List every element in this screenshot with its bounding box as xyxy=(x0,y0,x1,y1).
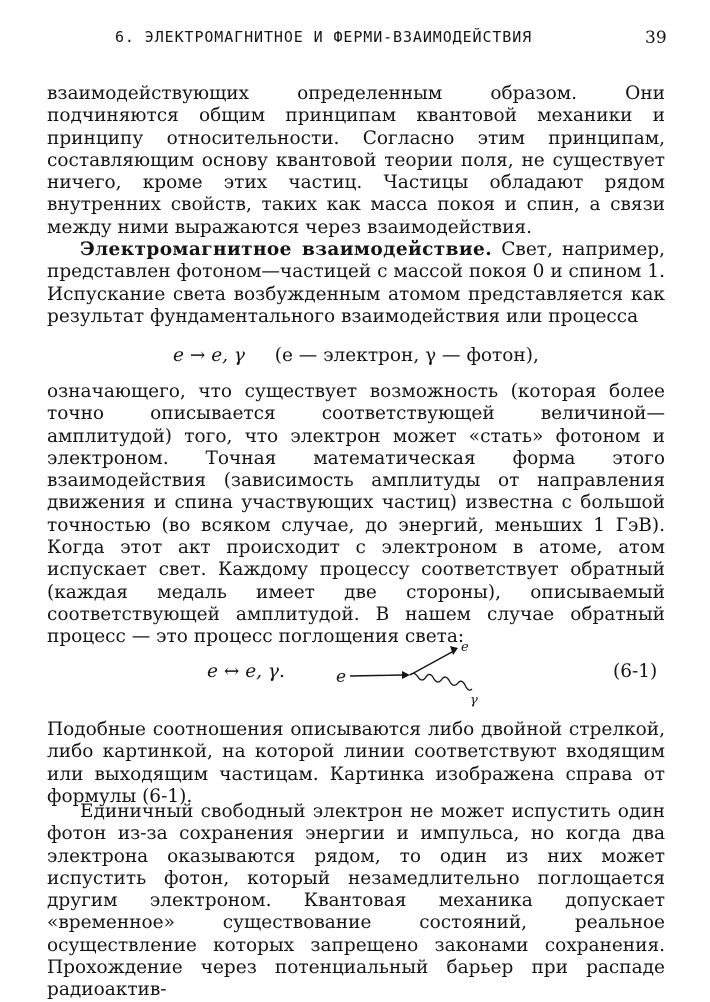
incoming-electron-arrowhead xyxy=(402,671,410,679)
paragraph-diagram-notation: Подобные соотношения описываются либо двойной стрелкой, либо картинкой, на которой линии соответствуют входящим или выходящим частицам. Картинка изображена справа от формулы (6-1). xyxy=(47,719,665,807)
diagram-label-photon: γ xyxy=(470,693,478,708)
page-number: 39 xyxy=(645,28,667,48)
paragraph-amplitude: означающего, что существует возможность (которая более точно описывается соответствующей величиной—амплитудой) того, что электрон может «стать» фотоном и электроном. Точная математическая форма этого взаимодействия (зависимость амплитуды от направления движения и спина участвующих частиц) известна с большой точностью (во всяком случае, до энергий, меньших 1 ГэВ). Когда этот акт происходит с электроном в атоме, атом испускает свет. Каждому процессу соответствует обратный (каждая медаль имеет две стороны), описываемый соответствующей амплитудой. В нашем случае обратный процесс — это процесс поглощения света: xyxy=(47,381,665,648)
formula-emission xyxy=(173,345,539,366)
formula-6-1: e ↔ e, γ. xyxy=(207,661,285,682)
photon-wavy-line xyxy=(410,673,472,690)
diagram-label-outgoing-electron: e xyxy=(461,640,469,655)
feynman-vertex-diagram-icon xyxy=(330,630,500,710)
formula-emission-explanation: (e — электрон, γ — фотон), xyxy=(274,345,539,366)
equation-number: (6-1) xyxy=(613,661,658,682)
paragraph-virtual-states-text: Единичный свободный электрон не может испустить один фотон из-за сохранения энергии и импульса, но когда два электрона оказываются рядом, то один из них может испустить фотон, который незамедлительно поглощается другим электроном. Квантовая механика допускает «временное» существование состояний, реальное осуществление которых запрещено законами сохранения. Прохождение через потенциальный барьер при распаде радиоактив- xyxy=(47,801,665,1001)
running-head: 6. ЭЛЕКТРОМАГНИТНОЕ И ФЕРМИ-ВЗАИМОДЕЙСТВИЯ xyxy=(115,28,533,46)
paragraph-virtual-states xyxy=(47,801,665,1002)
paragraph-electromagnetic xyxy=(47,239,665,328)
outgoing-electron-line xyxy=(410,652,452,675)
paragraph-continuation: взаимодействующих определенным образом. Они подчиняются общим принципам квантовой механики и принципу относительности. Согласно этим принципам, составляющим основу квантовой теории поля, не существует ничего, кроме этих частиц. Частицы обладают рядом внутренних свойств, таких как масса покоя и спин, а связи между ними выражаются через взаимодействия. xyxy=(47,83,665,238)
section-run-in-heading: Электромагнитное взаимодействие. xyxy=(80,239,493,260)
diagram-label-incoming-electron: e xyxy=(336,667,347,687)
outgoing-electron-arrowhead xyxy=(450,646,458,655)
paragraph-electromagnetic-text: Свет, например, представлен фотоном—частицей с массой покоя 0 и спином 1. Испускание света возбужденным атомом представляется как результат фундаментального взаимодействия или процесса xyxy=(47,239,665,327)
incoming-electron-line xyxy=(350,675,402,676)
formula-emission-reaction: e → e, γ xyxy=(173,345,245,366)
